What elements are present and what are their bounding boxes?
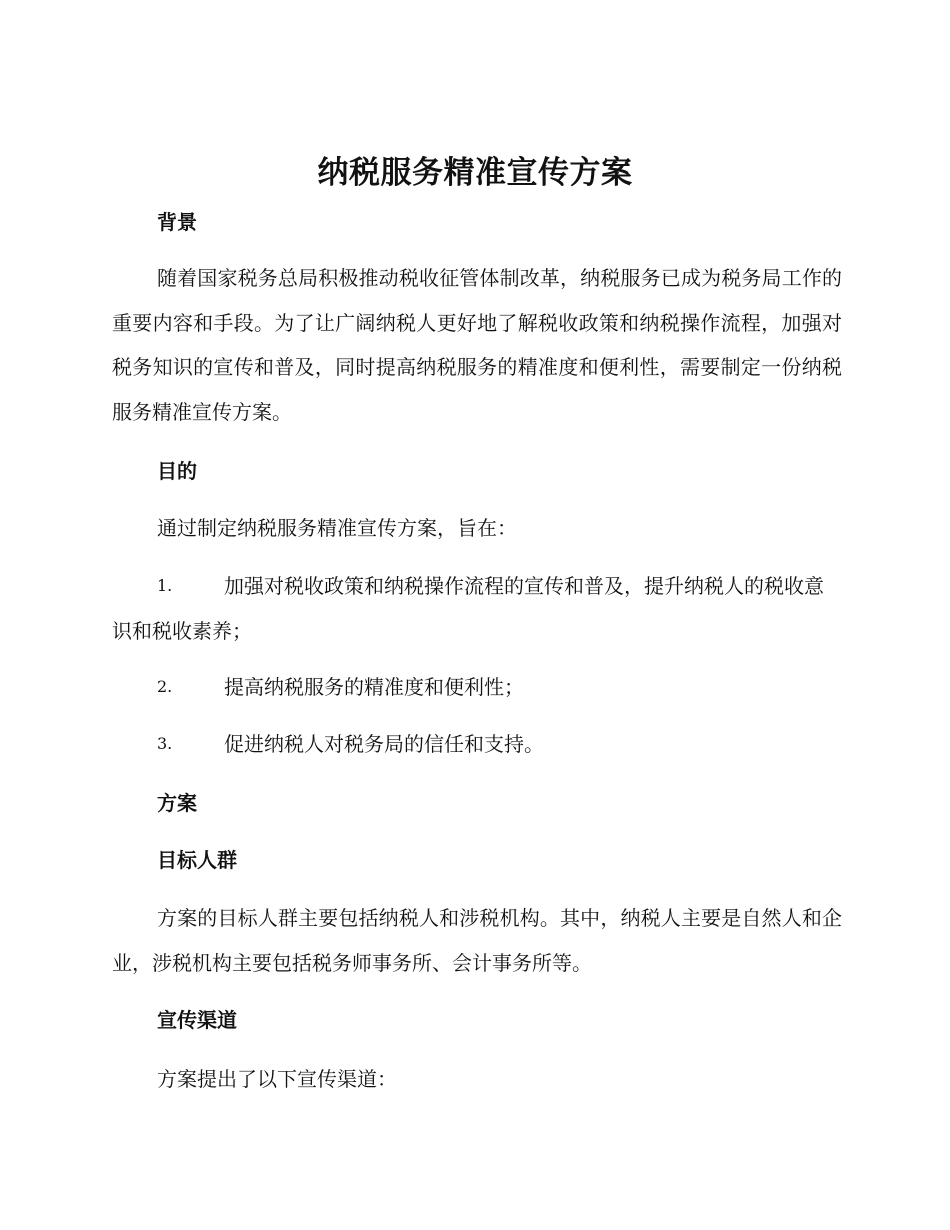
list-item bbox=[112, 564, 842, 653]
heading-background: 背景 bbox=[157, 210, 197, 234]
list-item-text: 提高纳税服务的精准度和便利性； bbox=[224, 675, 524, 699]
heading-target-audience: 目标人群 bbox=[157, 848, 237, 872]
list-item-number: 1. bbox=[157, 576, 173, 595]
list-item-text: 加强对税收政策和纳税操作流程的宣传和普及，提升纳税人的税收意识和税收素养； bbox=[112, 574, 824, 643]
list-item bbox=[112, 722, 842, 767]
list-item-text: 促进纳税人对税务局的信任和支持。 bbox=[224, 732, 544, 756]
heading-channels: 宣传渠道 bbox=[157, 1008, 237, 1032]
paragraph-channels-intro: 方案提出了以下宣传渠道： bbox=[157, 1067, 397, 1091]
list-item bbox=[112, 665, 842, 710]
list-item-number: 2. bbox=[157, 677, 173, 696]
heading-purpose: 目的 bbox=[157, 459, 197, 483]
paragraph-target-audience: 方案的目标人群主要包括纳税人和涉税机构。其中，纳税人主要是自然人和企业，涉税机构主要包括税务师事务所、会计事务所等。 bbox=[112, 906, 842, 975]
list-item-number: 3. bbox=[157, 734, 173, 753]
paragraph-background: 随着国家税务总局积极推动税收征管体制改革，纳税服务已成为税务局工作的重要内容和手段。为了让广阔纳税人更好地了解税收政策和纳税操作流程，加强对税务知识的宣传和普及，同时提高纳税服务的精准度和便利性，需要制定一份纳税服务精准宣传方案。 bbox=[112, 266, 842, 424]
heading-plan: 方案 bbox=[157, 791, 197, 815]
paragraph-purpose-intro: 通过制定纳税服务精准宣传方案，旨在： bbox=[157, 516, 517, 540]
document-title: 纳税服务精准宣传方案 bbox=[317, 155, 633, 191]
